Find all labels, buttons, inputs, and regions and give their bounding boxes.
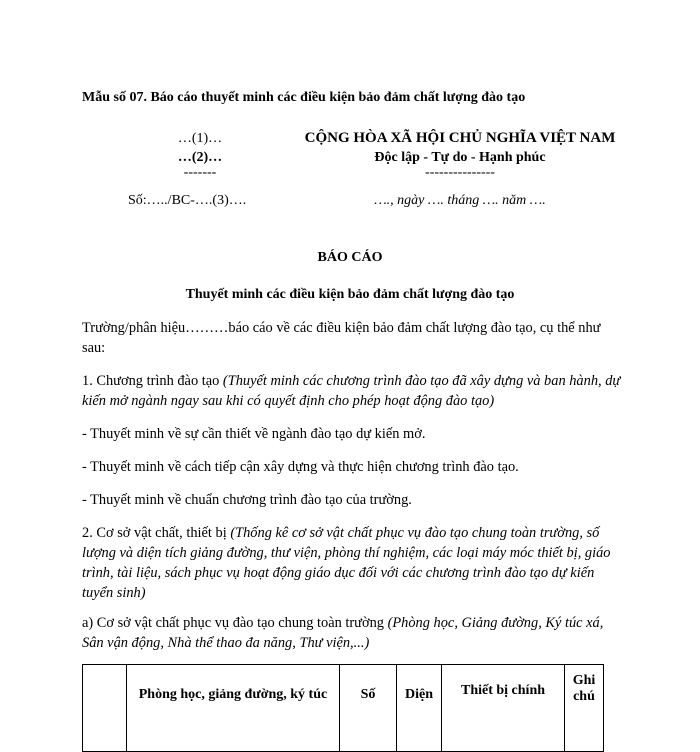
section-1-label: 1. Chương trình đào tạo (82, 373, 223, 389)
section-2-label: 2. Cơ sở vật chất, thiết bị (82, 525, 231, 541)
section-2a-label: a) Cơ sở vật chất phục vụ đào tạo chung toàn trường (82, 615, 388, 631)
bullet-1: - Thuyết minh về sự cần thiết về ngành đào tạo dự kiến mở. (82, 426, 426, 442)
table-header-cell: Thiết bị chính (442, 665, 565, 752)
right-divider: --------------- (425, 165, 495, 180)
facilities-table (82, 664, 604, 752)
bullet-2: - Thuyết minh về cách tiếp cận xây dựng và thực hiện chương trình đào tạo. (82, 459, 519, 475)
bullet-3: - Thuyết minh về chuẩn chương trình đào tạo của trường. (82, 492, 412, 508)
intro-paragraph: Trường/phân hiệu………báo cáo về các điều kiện bảo đảm chất lượng đào tạo, cụ thể như sau: (82, 320, 601, 356)
table-header-cell: Ghi chú (565, 665, 604, 752)
section-1-paragraph (82, 371, 622, 411)
table-header-row (83, 665, 604, 752)
table-header-cell: Số (340, 665, 397, 752)
table-header-cell (83, 665, 127, 752)
section-2-paragraph (82, 523, 622, 603)
table-header-cell: Diện (397, 665, 442, 752)
country-name: CỘNG HÒA XÃ HỘI CHỦ NGHĨA VIỆT NAM (304, 130, 616, 146)
report-subtitle: Thuyết minh các điều kiện bảo đảm chất lượng đào tạo (185, 287, 515, 302)
form-title: Mẫu số 07. Báo cáo thuyết minh các điều kiện bảo đảm chất lượng đào tạo (82, 90, 526, 105)
national-motto: Độc lập - Tự do - Hạnh phúc (374, 150, 546, 165)
section-2-note: (Thống kê cơ sở vật chất phục vụ đào tạo chung toàn trường, số lượng và diện tích giảng đường, thư viện, phòng thí nghiệm, các loại máy móc thiết bị, giáo trình, tài liệu, sách phục vụ hoạt động giáo dục đối với các chương trình đào tạo dự kiến tuyển sinh) (82, 525, 611, 601)
section-2a-note: (Phòng học, Giảng đường, Ký túc xá, Sân vận động, Nhà thể thao đa năng, Thư viện,...) (82, 615, 604, 651)
document-number: Số:…../BC-….(3)…. (128, 193, 247, 208)
date-line: …., ngày …. tháng …. năm …. (374, 193, 546, 208)
section-2a-paragraph (82, 613, 622, 653)
report-title: BÁO CÁO (317, 250, 383, 265)
left-divider: ------- (183, 165, 217, 180)
table-header-cell: Phòng học, giảng đường, ký túc (127, 665, 340, 752)
agency-line-2: …(2)… (177, 150, 223, 165)
section-1-note: (Thuyết minh các chương trình đào tạo đã xây dựng và ban hành, dự kiến mở ngành ngay sau khi có quyết định cho phép hoạt động đào tạo) (82, 373, 621, 409)
agency-line-1: …(1)… (177, 131, 223, 146)
